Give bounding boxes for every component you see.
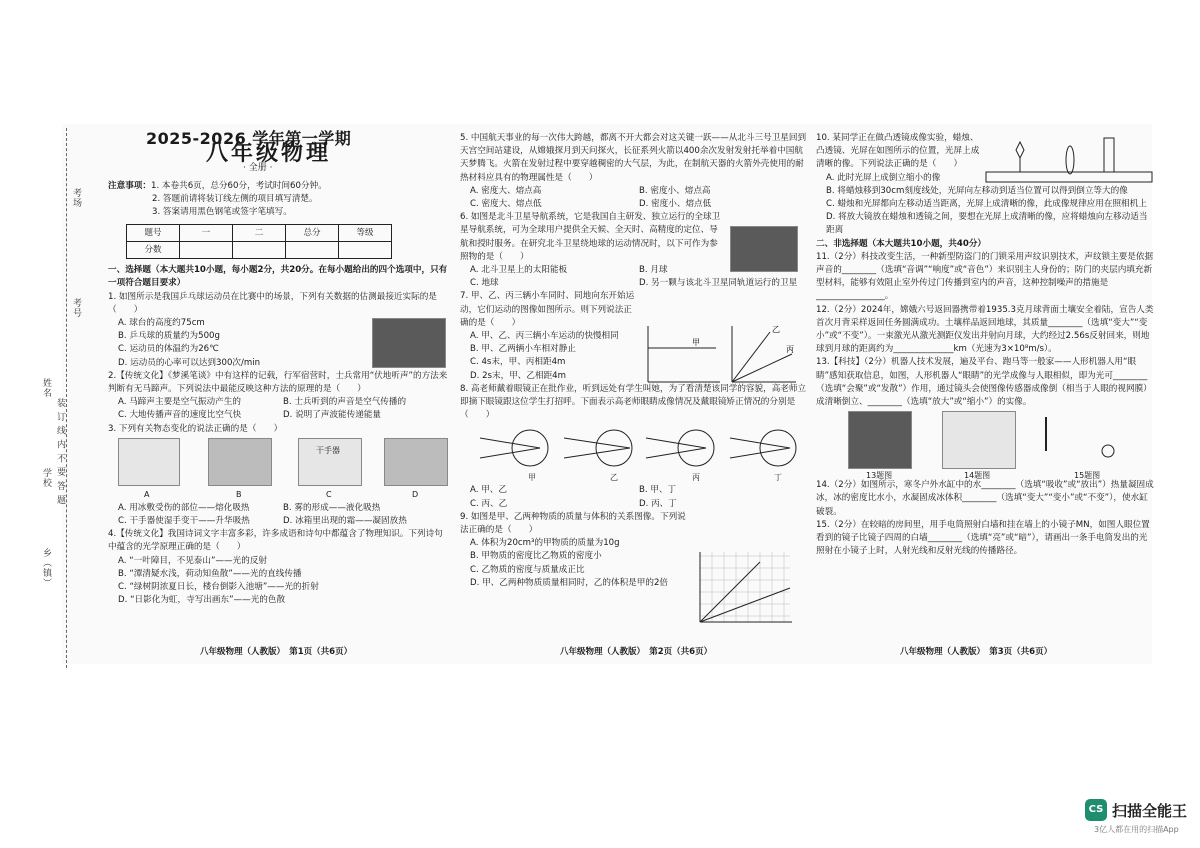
- score-header: 二: [233, 225, 286, 242]
- eye-jia-icon: [512, 430, 548, 466]
- q10-candle-icon: [1016, 142, 1024, 172]
- score-row-label: 分数: [127, 242, 180, 259]
- year-term-title: 2025-2026 学年第一学期: [146, 129, 352, 148]
- q3-figure-a: [118, 438, 180, 486]
- score-cell[interactable]: [233, 242, 286, 259]
- binding-strip: [30, 128, 90, 668]
- question-15: 15.（2分）在较暗的房间里，用手电筒照射白墙和挂在墙上的小镜子MN，如图人眼位置看到的镜子比镜子四周的白墙________（选填“亮”或“暗”），请画出一条手电筒发出的光照射在小镜子上时，人射光线和反射光线的传播路径。: [816, 519, 1150, 557]
- q10-option-c: C. 蜡烛和光屏都向左移动适当距离，光屏上成清晰的像，此成像规律应用在照相机上: [826, 199, 1147, 210]
- q9-axes: [700, 552, 792, 622]
- binding-line-text: 装 订 线 内 不 要 答 题: [55, 398, 65, 506]
- q3-option-d: D. 冰箱里出现的霜——凝固放热: [283, 516, 407, 527]
- q10-optical-bench-diagram: [984, 130, 1156, 188]
- q7-option-b: B. 甲、乙两辆小车相对静止: [470, 344, 576, 355]
- q3-option-a: A. 用冰敷受伤的部位——熔化吸热: [118, 502, 250, 513]
- q6-option-c: C. 地球: [470, 278, 499, 289]
- q7-option-a: A. 甲、乙、丙三辆小车运动的快慢相同: [470, 331, 619, 342]
- question-7: 7. 甲、乙、丙三辆小车同时、同地向东开始运动，它们运动的图像如图所示。则下列说法正确的是（ ）: [460, 291, 635, 328]
- page-2-footer: 八年级物理（人教版） 第2页（共6页）: [560, 647, 713, 657]
- q1-table-tennis-photo: [372, 318, 446, 368]
- q3-label-d: D: [412, 489, 419, 499]
- school-label: 学校: [41, 468, 51, 488]
- score-header: 等级: [339, 225, 392, 242]
- note-2: 2. 答题前请将装订线左侧的项目填写清楚。: [152, 193, 318, 204]
- q9-option-d: D. 甲、乙两种物质质量相同时，乙的体积是甲的2倍: [470, 577, 669, 588]
- q1-options: [108, 317, 368, 370]
- column-3: [816, 132, 1156, 558]
- q7-label-bing: 丙: [786, 345, 794, 354]
- question-11: 11.（2分）科技改变生活，一种新型防盗门的门锁采用声纹识别技术，声纹锁主要是依据声音的________（选填“音调”“响度”或“音色”）来识别主人身份的；防门的夹层内填充新型材料，能够有效阻止室外传过门传播到室内的声音，这种控制噪声的措施是________________。: [816, 251, 1154, 302]
- q13-15-figures: [816, 409, 1156, 479]
- section-2-heading: 二、非选择题（本大题共10小题，共40分）: [816, 238, 987, 249]
- question-8: 8. 高老师戴着眼镜正在批作业，听到远处有学生叫她，为了看清楚该同学的容貌，高老师立即摘下眼镜跟这位学生打招呼。下面表示高老师眼睛成像情况及戴眼镜矫正情况的分别是（ ）: [460, 383, 807, 421]
- eye-bing-rays: [646, 438, 706, 458]
- q1-option-d: D. 运动员的心率可以达到300次/min: [118, 357, 261, 368]
- township-label: 乡（镇）: [41, 548, 51, 588]
- q8-label-yi: 乙: [610, 473, 618, 483]
- q8-eye-diagrams: [460, 422, 808, 482]
- q7-option-c: C. 4s末，甲、丙相距4m: [470, 357, 566, 368]
- q3-options-row1: [108, 502, 448, 515]
- question-5: 5. 中国航天事业的每一次伟大跨越，都离不开大都会对这关键一跃——从北斗三号卫星回到天宫空间站建设，从嫦娥探月到天问探火，长征系列火箭以400余次发射发射托举着中国航天梦腾飞。火箭在发射过程中要穿越稠密的大气层，为此，在制航天器的火箭外壳使用的耐热材料应具有的物理属性是（ ）: [460, 133, 807, 183]
- q3-label-b: B: [236, 489, 242, 499]
- q8-label-ding: 丁: [774, 473, 782, 483]
- q10-screen-icon: [1104, 138, 1114, 172]
- q4-option-a: A. “一叶障目，不见泰山”——光的反射: [118, 555, 268, 566]
- q7-graph-left-axes: [648, 326, 720, 382]
- q2-option-b: B. 士兵听到的声音是空气传播的: [283, 397, 407, 408]
- q6-options-row2: [460, 277, 808, 290]
- q15-flashlight-icon: [1102, 445, 1114, 457]
- exam-id-label: 考号: [71, 298, 81, 318]
- q9-option-c: C. 乙物质的密度与质量成正比: [470, 564, 585, 575]
- question-14: 14.（2分）如图所示，寒冬户外水缸中的水________（选填“吸收”或“放出”）热量凝固成冰，冰的密度比水小，水凝固成冰体积________（选填“变大”“变小”或“不变”），使水缸破裂。: [816, 480, 1154, 517]
- scope-label: · 全册 ·: [243, 163, 273, 174]
- q5-option-a: A. 密度大、熔点高: [470, 185, 542, 196]
- note-3: 3. 答案请用黑色钢笔或签字笔填写。: [152, 207, 292, 218]
- exam-room-label: 考场: [71, 188, 81, 208]
- q3-label-a: A: [144, 489, 150, 499]
- q15-mirror-diagram: [1036, 411, 1136, 467]
- q9-series-yi-line: [700, 588, 790, 622]
- q5-option-b: B. 密度小、熔点高: [639, 185, 711, 196]
- q9-option-a: A. 体积为20cm³的甲物质的质量为10g: [470, 538, 620, 549]
- q9-grid: [700, 552, 790, 622]
- q8-label-bing: 丙: [692, 473, 700, 483]
- q8-options-row1: [460, 484, 808, 497]
- q8-option-d: D. 丙、丁: [639, 498, 677, 509]
- q6-option-d: D. 另一颗与该北斗卫星同轨道运行的卫星: [639, 278, 798, 289]
- question-2: 2.【传统文化】《梦溪笔谈》中有这样的记载，行军宿营时，士兵常用“伏地听声”的方法来判断有无马蹄声。下列说法中最能反映这种方法的原理的是（ ）: [108, 370, 448, 395]
- q13-robot-image: [848, 411, 912, 469]
- question-3: 3. 下列有关物态变化的说法正确的是（ ）: [108, 423, 283, 434]
- q8-label-jia: 甲: [528, 473, 536, 483]
- q7-series-bing-line: [732, 354, 792, 382]
- q8-eye-figures: [460, 422, 808, 484]
- q15-figure-label: 15题图: [1074, 471, 1101, 481]
- score-cell[interactable]: [286, 242, 339, 259]
- page-1-footer: 八年级物理（人教版） 第1页（共6页）: [200, 647, 353, 657]
- camscanner-logo: CS: [1085, 799, 1107, 821]
- note-1: 1. 本卷共6页，总分60分，考试时间60分钟。: [150, 180, 327, 191]
- q8-option-a: A. 甲、乙: [470, 485, 507, 496]
- q7-options: [460, 330, 640, 383]
- q6-option-b: B. 月球: [639, 265, 668, 276]
- eye-ding-icon: [760, 430, 796, 466]
- q7-graph-right-axes: [732, 326, 796, 382]
- q13-figure-label: 13题图: [866, 471, 893, 481]
- q5-option-c: C. 密度大、熔点低: [470, 199, 542, 210]
- score-header: 题号: [127, 225, 180, 242]
- q9-mass-volume-graph: [690, 548, 800, 632]
- question-9: 9. 如图是甲、乙两种物质的质量与体积的关系图像。下列说法正确的是（ ）: [460, 511, 686, 536]
- q2-option-c: C. 大地传播声音的速度比空气快: [118, 410, 242, 421]
- q3-hand-dryer-label: 干手器: [316, 445, 340, 455]
- q9-options: [460, 537, 696, 590]
- q1-option-c: C. 运动员的体温约为26℃: [118, 344, 219, 355]
- q4-option-b: B. “潭清疑水浅，荷动知鱼散”——光的直线传播: [118, 568, 302, 579]
- score-header: 总分: [286, 225, 339, 242]
- q10-option-b: B. 将蜡烛移到30cm刻度线处，光屏向左移动到适当位置可以得到倒立等大的像: [826, 185, 1128, 196]
- page-3-footer: 八年级物理（人教版） 第3页（共6页）: [900, 647, 1053, 657]
- question-13: 13.【科技】（2分）机器人技术发展，遍及平台、跑马等一般家——人形机器人用“眼睛”感知获取信息，如图，人形机器人“眼睛”的光学成像与人眼相似，即为光可________（选填“会聚”或“发散”）作用，通过镜头会使图像传感器成像倒（相当于人眼的视网膜）成清晰倒立、________（选填“放大”或“缩小”）的实像。: [816, 357, 1152, 408]
- q3-options-row2: [108, 515, 448, 528]
- q1-option-b: B. 乒乓球的质量约为500g: [118, 331, 220, 342]
- subject-title: 八年级物理: [206, 141, 332, 167]
- q1-option-a: A. 球台的高度约75cm: [118, 318, 205, 329]
- q2-option-d: D. 说明了声波能传递能量: [283, 410, 382, 421]
- question-12: 12.（2分）2024年，嫦娥六号返回器携带着1935.3克月球背面土壤安全着陆，宣告人类首次月背采样返回任务圆满成功。土壤样品返回地球，其质量________（选填“变大”“变小”或“不变”）。一束激光从激光测距仪发出并射向月球，大约经过2.56s反射回来，则地球到月球的距离约为______________km（光速为3×10⁸m/s）。: [816, 304, 1154, 355]
- question-1: 1. 如图所示是我国乒乓球运动员在比赛中的场景，下列有关数据的估测最接近实际的是（ ）: [108, 291, 437, 315]
- q3-figures: [108, 436, 448, 502]
- eye-bing-icon: [678, 430, 714, 466]
- q3-label-c: C: [326, 489, 332, 499]
- camscanner-name: 扫描全能王: [1112, 802, 1188, 820]
- q8-option-b: B. 甲、丁: [639, 485, 677, 496]
- q14-figure-label: 14题图: [964, 471, 991, 481]
- name-label: 姓名: [41, 378, 51, 398]
- q14-water-jar-image: [942, 411, 1016, 469]
- q9-option-b: B. 甲物质的密度比乙物质的密度小: [470, 551, 602, 562]
- eye-yi-icon: [596, 430, 632, 466]
- q2-options-row1: [108, 396, 448, 409]
- q7-series-yi-line: [732, 332, 770, 382]
- notes-title: 注意事项：: [108, 180, 151, 191]
- question-6: 6. 如图是北斗卫星导航系统，它是我国自主研发、独立运行的全球卫星导航系统，可为全球用户提供全天候、全天时、高精度的定位、导航和授时服务。在研究北斗卫星绕地球的运动情况时，以下可作为参照物的是（ ）: [460, 212, 721, 262]
- question-4: 4.【传统文化】我国诗词文字丰富多彩，许多成语和诗句中都蕴含了物理知识。下列诗句中蕴含的光学原理正确的是（ ）: [108, 529, 443, 553]
- q10-option-a: A. 此时光屏上成倒立缩小的像: [826, 172, 941, 183]
- q5-option-d: D. 密度小、熔点低: [639, 199, 712, 210]
- q8-option-c: C. 丙、乙: [470, 498, 508, 509]
- q2-options-row2: [108, 409, 448, 422]
- column-1: [108, 129, 448, 607]
- q10-option-d: D. 将放大镜放在蜡烛和透镜之间，要想在光屏上成清晰的像，应将蜡烛向左移动适当距离: [826, 212, 1148, 236]
- score-table: [126, 224, 392, 259]
- eye-jia-rays: [480, 438, 540, 458]
- q3-figure-b: [208, 438, 272, 486]
- q7-label-jia: 甲: [692, 338, 700, 347]
- q3-option-c: C. 干手器使湿手变干——升华吸热: [118, 516, 250, 527]
- q5-options-row1: [460, 185, 808, 198]
- q10-lens-icon: [1066, 146, 1074, 174]
- q2-option-a: A. 马蹄声主要是空气振动产生的: [118, 397, 241, 408]
- q4-option-c: C. “绿树阴浓夏日长，楼台倒影入池塘”——光的折射: [118, 582, 319, 593]
- score-cell[interactable]: [180, 242, 233, 259]
- q6-option-a: A. 北斗卫星上的太阳能板: [470, 265, 568, 276]
- q7-option-d: D. 2s末，甲、乙相距4m: [470, 370, 567, 381]
- q3-figure-d: [384, 438, 448, 486]
- q7-label-yi: 乙: [772, 325, 780, 334]
- q7-motion-graphs: [640, 318, 800, 390]
- q6-beidou-satellite-image: [730, 226, 798, 272]
- notes-block: [108, 180, 448, 220]
- section-1-heading: 一、选择题（本大题共10小题，每小题2分，共20分。在每小题给出的四个选项中，只有一项符合题目要求）: [108, 265, 448, 289]
- score-header: 一: [180, 225, 233, 242]
- score-cell[interactable]: [339, 242, 392, 259]
- q5-options-row2: [460, 198, 808, 211]
- q4-option-d: D. “日影化为虹，寺写出画东”——光的色散: [118, 595, 286, 606]
- camscanner-tagline: 3亿人都在用的扫描App: [1094, 825, 1179, 834]
- question-10: 10. 某同学正在做凸透镜成像实验，蜡烛、凸透镜、光屏在如图所示的位置，光屏上成清晰的像。下列说法正确的是（ ）: [816, 133, 980, 170]
- q3-option-b: B. 雾的形成——液化吸热: [283, 502, 381, 513]
- binding-dashed-line: [66, 128, 67, 668]
- q8-options-row2: [460, 498, 808, 511]
